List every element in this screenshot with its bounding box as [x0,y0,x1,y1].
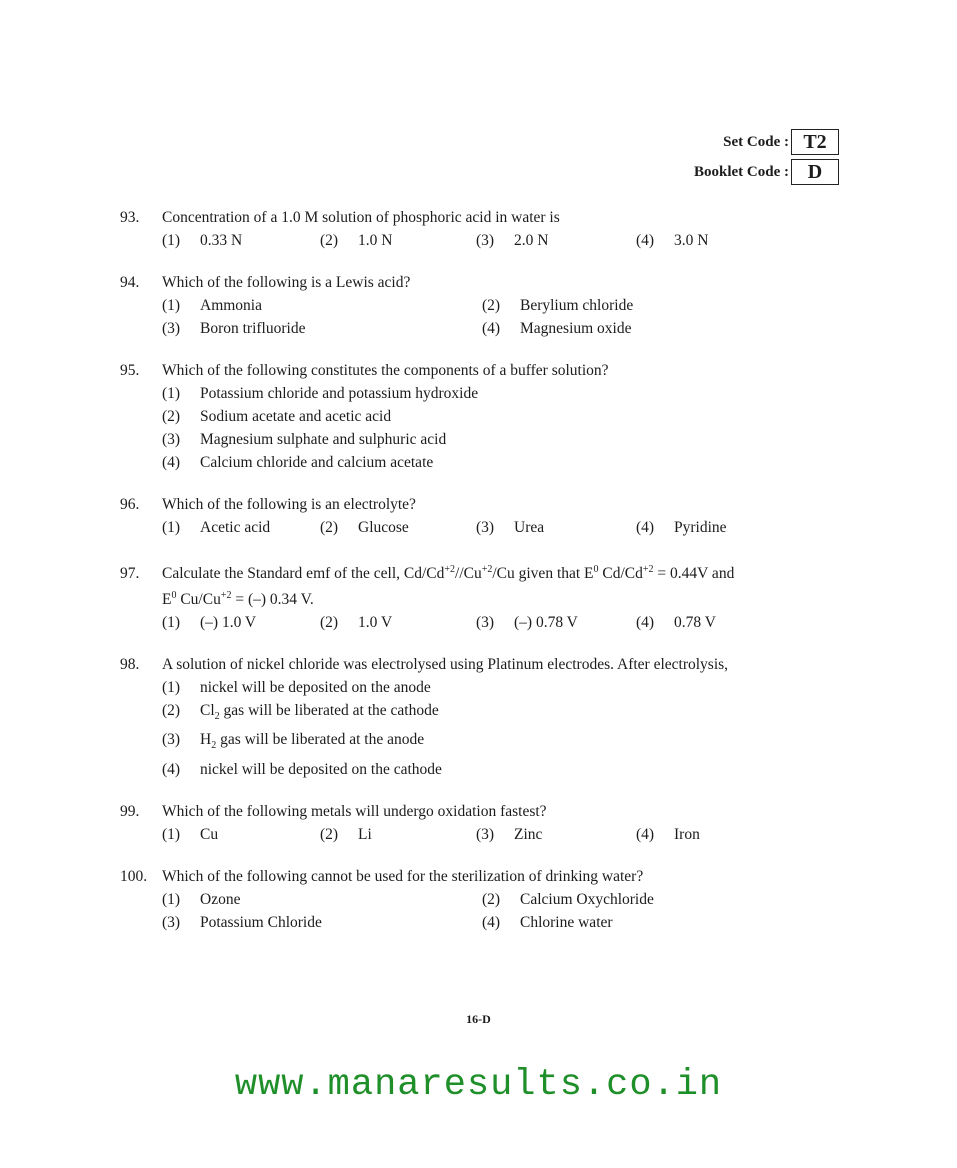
option-3: (3) Urea [476,519,545,536]
option-4: (4) nickel will be deposited on the cathode [162,760,442,778]
option-3: (3) Zinc [476,825,543,843]
question-text: A solution of nickel chloride was electrolysed using Platinum electrodes. After electrolysis, [162,656,729,674]
option-2: (2) 1.0 V [320,614,393,632]
option-1: (1) Potassium chloride and potassium hydroxide [162,385,479,402]
option-2: (2) $Cl_2$ gas will be liberated at the cathode [162,702,439,723]
question-text-line2: $E^0$ $Cu/Cu^{+2}$ = (–) 0.34 V. [162,590,314,609]
option-1: (1) Ammonia [162,297,262,314]
website-watermark: www.manaresults.co.in [234,1064,723,1106]
question-99 [120,801,850,846]
option-4: (4) Chlorine water [482,913,613,931]
question-list [120,207,850,954]
option-3: (3) (–) 0.78 V [476,614,578,632]
option-3: (3) $H_2$ gas will be liberated at the anode [162,731,425,752]
option-1: (1) nickel will be deposited on the anode [162,679,431,697]
option-4: (4) Iron [636,825,700,843]
set-code-label: Set Code : [723,133,789,150]
code-block [694,128,839,188]
option-3: (3) Potassium Chloride [162,913,322,931]
question-100 [120,866,850,934]
question-94 [120,272,850,340]
option-3: (3) 2.0 N [476,232,549,249]
question-number: 99. [120,802,140,820]
question-text: Which of the following is an electrolyte? [162,496,416,513]
question-97 [120,559,850,634]
question-number: 95. [120,362,140,379]
question-text: Which of the following cannot be used for the sterilization of drinking water? [162,867,644,885]
option-2: (2) Li [320,825,372,843]
question-number: 97. [120,565,140,583]
option-2: (2) Berylium chloride [482,297,634,314]
option-4: (4) Pyridine [636,519,727,536]
option-1: (1) 0.33 N [162,232,243,249]
option-2: (2) 1.0 N [320,232,393,249]
question-number: 93. [120,209,140,226]
question-number: 98. [120,656,140,674]
option-1: (1) (–) 1.0 V [162,614,257,632]
question-text: Concentration of a 1.0 M solution of phosphoric acid in water is [162,209,560,226]
option-2: (2) Sodium acetate and acetic acid [162,408,392,425]
option-1: (1) Cu [162,825,219,843]
question-number: 100. [120,867,148,885]
question-text: Which of the following is a Lewis acid? [162,274,411,291]
option-1: (1) Ozone [162,890,241,908]
question-text: Which of the following metals will undergo oxidation fastest? [162,802,547,820]
option-3: (3) Magnesium sulphate and sulphuric acid [162,431,447,448]
question-95 [120,360,850,474]
option-4: (4) 3.0 N [636,232,709,249]
set-code-value: T2 [791,129,839,155]
set-code-row [694,128,839,156]
page-number: 16-D [466,1012,491,1026]
question-number: 96. [120,496,140,513]
question-98 [120,654,850,780]
question-number: 94. [120,274,140,291]
question-text: Calculate the Standard emf of the cell, $Cd/Cd^{+2}//Cu^{+2}/Cu$ given that $E^0$ $Cd/Cd^{+2} = 0.44V$ and [162,564,735,583]
question-text: Which of the following constitutes the components of a buffer solution? [162,362,609,379]
booklet-code-label: Booklet Code : [694,163,789,180]
option-4: (4) 0.78 V [636,614,716,632]
option-2: (2) Calcium Oxychloride [482,890,654,908]
booklet-code-row [694,158,839,186]
option-4: (4) Calcium chloride and calcium acetate [162,454,434,471]
booklet-code-value: D [791,159,839,185]
option-1: (1) Acetic acid [162,519,271,536]
option-3: (3) Boron trifluoride [162,320,306,337]
option-2: (2) Glucose [320,519,409,536]
question-96 [120,494,850,539]
question-93 [120,207,850,252]
option-4: (4) Magnesium oxide [482,320,632,337]
